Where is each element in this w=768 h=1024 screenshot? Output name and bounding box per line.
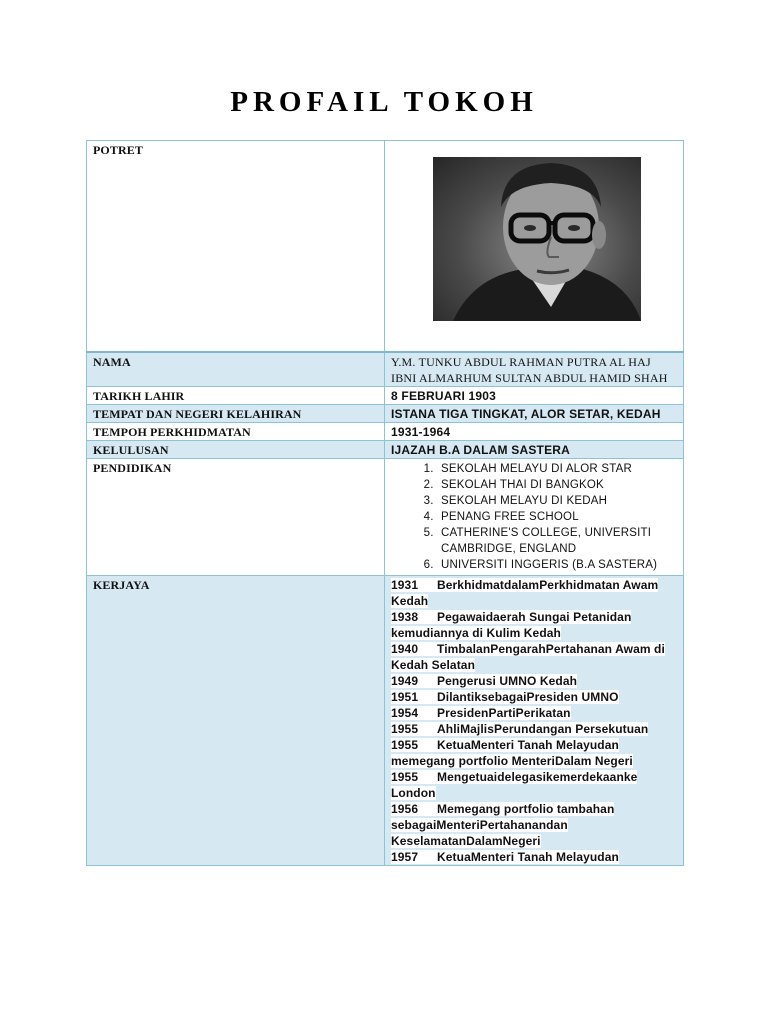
value-tempoh: 1931-1964 bbox=[385, 423, 684, 441]
education-list bbox=[391, 461, 678, 573]
career-entry bbox=[391, 721, 678, 737]
career-text: PresidenPartiPerikatan bbox=[437, 706, 571, 720]
value-tempat: ISTANA TIGA TINGKAT, ALOR SETAR, KEDAH bbox=[385, 405, 684, 423]
career-text: AhliMajlisPerundangan Persekutuan bbox=[437, 722, 649, 736]
label-tempat: TEMPAT DAN NEGERI KELAHIRAN bbox=[87, 405, 385, 423]
career-text: DilantiksebagaiPresiden UMNO bbox=[437, 690, 619, 704]
career-text: KetuaMenteri Tanah Melayudan memegang portfolio MenteriDalam Negeri bbox=[391, 738, 633, 768]
profile-table bbox=[86, 140, 684, 866]
career-text: TimbalanPengarahPertahanan Awam di Kedah Selatan bbox=[391, 642, 665, 672]
list-item: 3. SEKOLAH MELAYU DI KEDAH bbox=[437, 493, 678, 509]
value-pendidikan bbox=[385, 459, 684, 576]
career-year: 1957 bbox=[391, 850, 419, 864]
career-entry bbox=[391, 577, 678, 609]
career-text: KetuaMenteri Tanah Melayudan bbox=[437, 850, 619, 864]
row-nama bbox=[87, 352, 684, 387]
career-year: 1955 bbox=[391, 770, 419, 784]
career-text: Pegawaidaerah Sungai Petanidan kemudiannya di Kulim Kedah bbox=[391, 610, 632, 640]
label-potret: POTRET bbox=[87, 141, 385, 353]
label-tempoh: TEMPOH PERKHIDMATAN bbox=[87, 423, 385, 441]
row-kerjaya bbox=[87, 576, 684, 866]
list-item: 5. CATHERINE'S COLLEGE, UNIVERSITI CAMBRIDGE, ENGLAND bbox=[437, 525, 678, 557]
row-tempoh bbox=[87, 423, 684, 441]
label-nama: NAMA bbox=[87, 352, 385, 387]
row-potret bbox=[87, 141, 684, 353]
career-entry bbox=[391, 689, 678, 705]
career-entry bbox=[391, 609, 678, 641]
list-item: 6. UNIVERSITI INGGERIS (B.A SASTERA) bbox=[437, 557, 678, 573]
label-tarikh-lahir: TARIKH LAHIR bbox=[87, 387, 385, 405]
value-kerjaya bbox=[385, 576, 684, 866]
career-entry bbox=[391, 641, 678, 673]
career-year: 1955 bbox=[391, 722, 419, 736]
career-text: Pengerusi UMNO Kedah bbox=[437, 674, 578, 688]
row-pendidikan bbox=[87, 459, 684, 576]
list-item: 2. SEKOLAH THAI DI BANGKOK bbox=[437, 477, 678, 493]
career-entry bbox=[391, 673, 678, 689]
career-year: 1951 bbox=[391, 690, 419, 704]
career-text: Memegang portfolio tambahan sebagaiMenteriPertahanandan KeselamatanDalamNegeri bbox=[391, 802, 615, 848]
portrait-cell bbox=[385, 141, 684, 353]
row-tarikh-lahir bbox=[87, 387, 684, 405]
row-tempat bbox=[87, 405, 684, 423]
career-year: 1954 bbox=[391, 706, 419, 720]
label-kerjaya: KERJAYA bbox=[87, 576, 385, 866]
career-year: 1931 bbox=[391, 578, 419, 592]
career-year: 1955 bbox=[391, 738, 419, 752]
page-title: PROFAIL TOKOH bbox=[230, 86, 538, 118]
career-entry bbox=[391, 705, 678, 721]
career-year: 1949 bbox=[391, 674, 419, 688]
career-text: BerkhidmatdalamPerkhidmatan Awam Kedah bbox=[391, 578, 659, 608]
career-year: 1938 bbox=[391, 610, 419, 624]
career-year: 1940 bbox=[391, 642, 419, 656]
list-item: 4. PENANG FREE SCHOOL bbox=[437, 509, 678, 525]
value-kelulusan: IJAZAH B.A DALAM SASTERA bbox=[385, 441, 684, 459]
value-tarikh-lahir: 8 FEBRUARI 1903 bbox=[385, 387, 684, 405]
row-kelulusan bbox=[87, 441, 684, 459]
career-entry bbox=[391, 849, 678, 865]
career-year: 1956 bbox=[391, 802, 419, 816]
label-kelulusan: KELULUSAN bbox=[87, 441, 385, 459]
career-entry bbox=[391, 737, 678, 769]
list-item: 1. SEKOLAH MELAYU DI ALOR STAR bbox=[437, 461, 678, 477]
career-entry bbox=[391, 769, 678, 801]
career-entry bbox=[391, 801, 678, 849]
label-pendidikan: PENDIDIKAN bbox=[87, 459, 385, 576]
career-text: Mengetuaidelegasikemerdekaanke London bbox=[391, 770, 638, 800]
value-nama: Y.M. TUNKU ABDUL RAHMAN PUTRA AL HAJ IBNI ALMARHUM SULTAN ABDUL HAMID SHAH bbox=[385, 352, 684, 387]
portrait-photo bbox=[433, 157, 641, 321]
